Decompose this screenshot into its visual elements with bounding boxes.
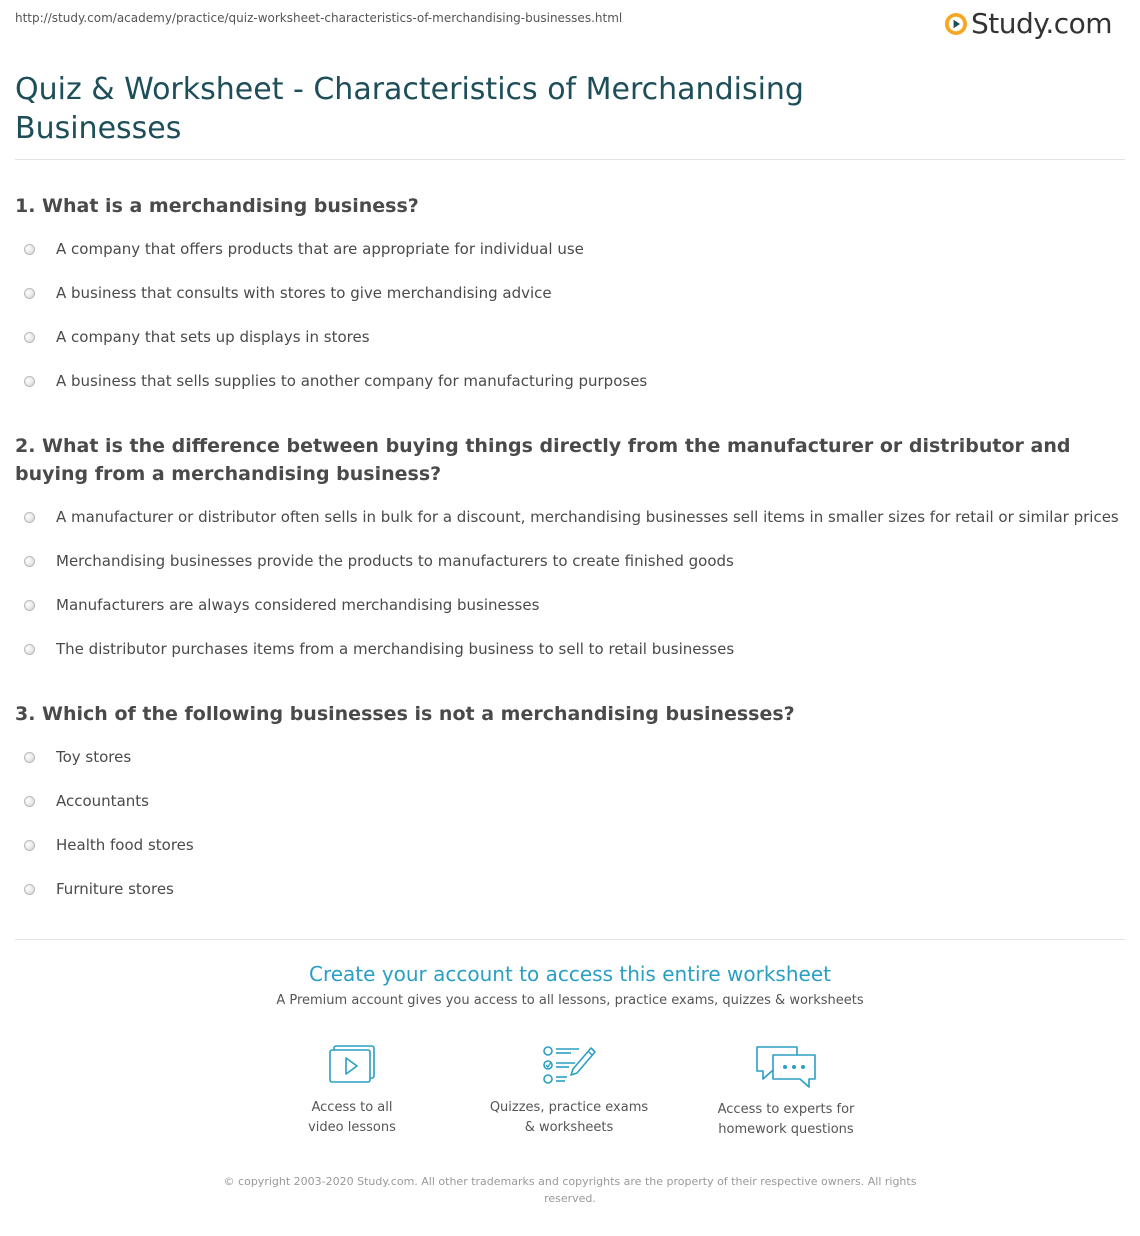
answer-list: [15, 227, 1125, 403]
logo-text: Study.com: [971, 7, 1113, 40]
answer-choice[interactable]: [15, 867, 1125, 911]
page-title: Quiz & Worksheet - Characteristics of Merchandising Businesses: [15, 72, 804, 146]
answer-choice[interactable]: [15, 823, 1125, 867]
radio-button[interactable]: [24, 644, 35, 655]
answer-text: The distributor purchases items from a merchandising business to sell to retail businesses: [56, 640, 735, 658]
answer-list: [15, 495, 1125, 671]
premium-subtitle: A Premium account gives you access to all lessons, practice exams, quizzes & worksheets: [276, 993, 864, 1008]
radio-button[interactable]: [24, 796, 35, 807]
radio-button[interactable]: [24, 556, 35, 567]
answer-text: Accountants: [56, 792, 149, 810]
title-divider: [15, 159, 1125, 160]
play-circle-icon: [944, 12, 968, 36]
question-3: [15, 700, 1125, 911]
answer-text: Health food stores: [56, 836, 194, 854]
video-lessons-icon: [327, 1044, 377, 1086]
answer-choice[interactable]: [15, 539, 1125, 583]
answer-text: A company that sets up displays in stores: [56, 328, 370, 346]
premium-divider: [15, 939, 1125, 940]
radio-button[interactable]: [24, 244, 35, 255]
radio-button[interactable]: [24, 840, 35, 851]
radio-button[interactable]: [24, 288, 35, 299]
chat-bubbles-icon: [754, 1044, 818, 1088]
answer-text: A manufacturer or distributor often sells in bulk for a discount, merchandising businesses sell items in smaller sizes for retail or similar prices: [56, 508, 1119, 526]
answer-text: A business that consults with stores to give merchandising advice: [56, 284, 552, 302]
feature-experts: [701, 1044, 871, 1140]
question-title: 3. Which of the following businesses is not a merchandising businesses?: [15, 703, 795, 725]
answer-choice[interactable]: [15, 779, 1125, 823]
radio-button[interactable]: [24, 512, 35, 523]
answer-choice[interactable]: [15, 315, 1125, 359]
radio-button[interactable]: [24, 332, 35, 343]
copyright-text: © copyright 2003-2020 Study.com. All other trademarks and copyrights are the property of their respective owners. All rights reserved.: [223, 1175, 917, 1205]
answer-list: [15, 735, 1125, 911]
question-title: 2. What is the difference between buying things directly from the manufacturer or distributor and buying from a merchandising business?: [15, 435, 1071, 485]
question-title: 1. What is a merchandising business?: [15, 195, 419, 217]
answer-text: Merchandising businesses provide the products to manufacturers to create finished goods: [56, 552, 734, 570]
answer-choice[interactable]: [15, 227, 1125, 271]
radio-button[interactable]: [24, 600, 35, 611]
radio-button[interactable]: [24, 884, 35, 895]
answer-choice[interactable]: [15, 735, 1125, 779]
question-1: [15, 192, 1125, 403]
answer-choice[interactable]: [15, 271, 1125, 315]
create-account-link[interactable]: Create your account to access this entire worksheet: [309, 962, 831, 986]
feature-label: Access to all video lessons: [308, 1100, 396, 1135]
answer-choice[interactable]: [15, 627, 1125, 671]
answer-text: Toy stores: [56, 748, 132, 766]
answer-text: A business that sells supplies to another company for manufacturing purposes: [56, 372, 648, 390]
feature-quizzes: [484, 1044, 654, 1138]
question-2: [15, 432, 1125, 671]
radio-button[interactable]: [24, 752, 35, 763]
answer-text: Furniture stores: [56, 880, 174, 898]
answer-choice[interactable]: [15, 359, 1125, 403]
answer-choice[interactable]: [15, 583, 1125, 627]
page-url: http://study.com/academy/practice/quiz-worksheet-characteristics-of-merchandising-businesses.html: [15, 11, 623, 25]
feature-video-lessons: [267, 1044, 437, 1138]
answer-text: Manufacturers are always considered merchandising businesses: [56, 596, 540, 614]
radio-button[interactable]: [24, 376, 35, 387]
quiz-checklist-icon: [541, 1044, 597, 1086]
answer-text: A company that offers products that are appropriate for individual use: [56, 240, 584, 258]
feature-label: Access to experts for homework questions: [717, 1102, 855, 1137]
answer-choice[interactable]: [15, 495, 1125, 539]
feature-label: Quizzes, practice exams & worksheets: [489, 1100, 649, 1135]
study-logo[interactable]: [944, 7, 1112, 40]
